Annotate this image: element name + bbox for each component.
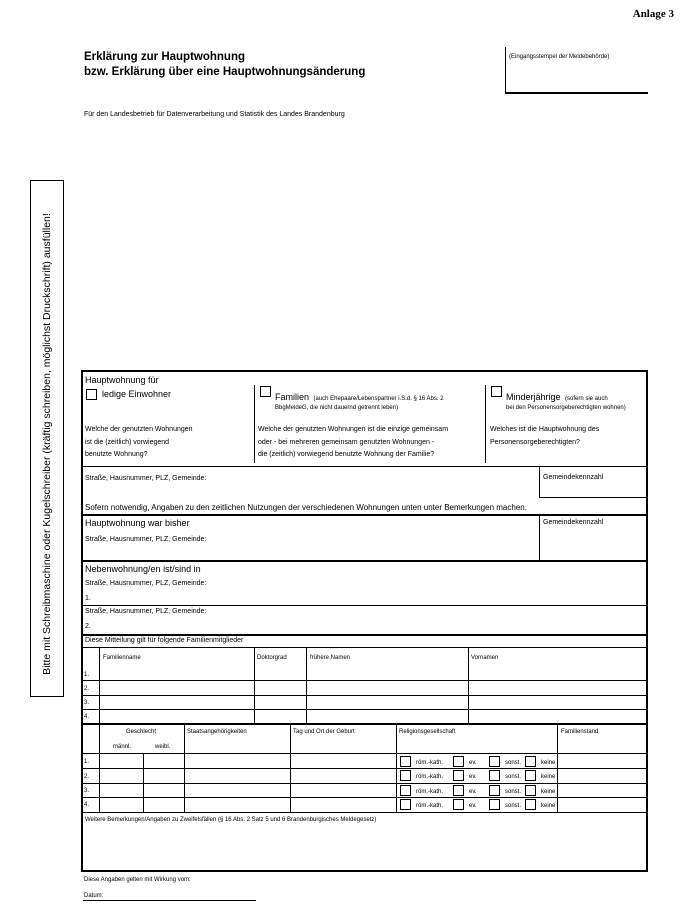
q-divider-1 [254, 385, 255, 463]
stamp-label: (Eingangsstempel der Meldebehörde) [509, 54, 610, 60]
title-line-2: bzw. Erklärung über eine Hauptwohnungsänderung [84, 66, 366, 78]
fam-num-4: 4. [84, 714, 90, 720]
minderjaehrige-label-small2: bei den Personensorgeberechtigten wohnen) [506, 405, 626, 411]
rel-sonst-checkbox-3[interactable] [489, 785, 500, 796]
rel-keine-label-2: keine [541, 774, 556, 780]
note-line: Sofern notwendig, Angaben zu den zeitlichen Nutzungen der verschiedenen Wohnungen unten unter Bemerkungen machen. [85, 503, 527, 512]
rel-rk-checkbox-2[interactable] [400, 770, 411, 781]
fam-row-1 [81, 680, 647, 681]
rel-keine-label-4: keine [541, 803, 556, 809]
q2-line1: Welche der genutzten Wohnungen ist die einzige gemeinsam [258, 426, 449, 433]
rel-rk-checkbox-1[interactable] [400, 756, 411, 767]
col-geburt: Tag und Ort der Geburt [293, 729, 355, 735]
familien-label-small2: BbgMeldeG, die nicht dauernd getrennt leben) [275, 405, 399, 411]
rel-keine-checkbox-4[interactable] [525, 799, 536, 810]
rel-sonst-checkbox-2[interactable] [489, 770, 500, 781]
gkz-divider-2 [539, 515, 540, 560]
bisher-heading: Hauptwohnung war bisher [85, 518, 190, 528]
title-line-1: Erklärung zur Hauptwohnung [84, 51, 245, 63]
q2-line2: oder - bei mehreren gemeinsam genutzten Wohnungen - [258, 438, 435, 446]
rel-ev-label-4: ev. [469, 803, 477, 809]
rel-ev-label-1: ev. [469, 760, 477, 766]
question-familien [258, 424, 448, 462]
wirkung-label: Diese Angaben gelten mit Wirkung vom: [84, 877, 191, 883]
ledige-checkbox[interactable] [86, 389, 97, 400]
rel-rk-label-1: röm.-kath. [416, 760, 444, 766]
rel-keine-label-1: keine [541, 760, 556, 766]
det-num-4: 4. [84, 802, 90, 808]
ledige-label: ledige Einwohner [102, 389, 172, 399]
rule-neben-mid [81, 605, 647, 606]
rel-sonst-checkbox-4[interactable] [489, 799, 500, 810]
hauptwohnung-heading: Hauptwohnung für [85, 375, 159, 385]
q3-line1: Welches ist die Hauptwohnung des [490, 426, 600, 433]
q3-line2: Personensorgeberechtigten? [490, 438, 580, 446]
question-minderjaehrige [490, 424, 599, 449]
det-row-1 [81, 768, 647, 769]
minderjaehrige-label-main: Minderjährige [506, 392, 561, 402]
q1-line2: ist die (zeitlich) vorwiegend [85, 438, 170, 446]
det-head-rule [81, 753, 647, 754]
col-vornamen: Vornamen [471, 655, 499, 661]
rel-keine-checkbox-2[interactable] [525, 770, 536, 781]
haupt-address-label: Straße, Hausnummer, PLZ, Gemeinde: [85, 475, 207, 482]
rule-addr-top [81, 466, 647, 467]
rel-rk-checkbox-3[interactable] [400, 785, 411, 796]
fam-col-2 [254, 648, 255, 724]
remarks-label: Weitere Bemerkungen/Angaben zu Zweifelsfällen (§ 16 Abs. 2 Satz 5 und 6 Brandenburgisches Meldegesetz) [85, 817, 377, 823]
gkz-underline-1 [539, 497, 647, 498]
rule-family-head [81, 647, 647, 648]
det-row-2 [81, 783, 647, 784]
col-doktorgrad: Doktorgrad [257, 655, 287, 661]
rel-ev-checkbox-4[interactable] [453, 799, 464, 810]
col-weibl: weibl. [155, 744, 171, 750]
stamp-box-left [505, 47, 506, 93]
rel-sonst-label-2: sonst. [505, 774, 522, 780]
det-num-1: 1. [84, 759, 90, 765]
bisher-address-label: Straße, Hausnummer, PLZ, Gemeinde: [85, 536, 207, 543]
datum-underline [83, 900, 256, 901]
page-title [84, 50, 365, 80]
col-geschlecht: Geschlecht [126, 729, 157, 735]
haupt-gkz-label: Gemeindekennzahl [543, 474, 604, 481]
q1-line3: benutzte Wohnung? [85, 451, 148, 458]
rel-sonst-label-4: sonst. [505, 803, 522, 809]
familien-label [275, 387, 444, 405]
det-row-4 [81, 812, 647, 813]
fam-row-2 [81, 695, 647, 696]
rel-ev-label-3: ev. [469, 789, 477, 795]
recipient-line: Für den Landesbetrieb für Datenverarbeitung und Statistik des Landes Brandenburg [84, 111, 345, 118]
col-fruehere-namen: frühere Namen [310, 655, 351, 661]
det-num-2: 2. [84, 774, 90, 780]
fam-num-1: 1. [84, 672, 90, 678]
minderjaehrige-label-small: (sofern sie auch [564, 396, 608, 402]
rel-keine-checkbox-1[interactable] [525, 756, 536, 767]
neben-num-1: 1. [85, 595, 91, 602]
neben-address-label-1: Straße, Hausnummer, PLZ, Gemeinde: [85, 580, 207, 587]
rule-bisher-top [81, 514, 647, 516]
rel-rk-label-2: röm.-kath. [416, 774, 444, 780]
rel-ev-label-2: ev. [469, 774, 477, 780]
rel-ev-checkbox-2[interactable] [453, 770, 464, 781]
fam-num-3: 3. [84, 700, 90, 706]
gkz-divider-1 [539, 466, 540, 498]
rule-details-top [81, 723, 647, 725]
familien-label-small: (auch Ehepaare/Lebenspartner i.S.d. § 16 Abs. 2 [313, 396, 444, 402]
fam-col-4 [468, 648, 469, 724]
col-familienstand: Familienstand [561, 729, 599, 735]
col-staatsangehoerigkeit: Staatsangehörigkeiten [187, 729, 247, 735]
fam-col-3 [306, 648, 307, 724]
family-heading: Diese Mitteilung gilt für folgende Familienmitglieder [85, 637, 244, 644]
rel-ev-checkbox-1[interactable] [453, 756, 464, 767]
col-religion: Religionsgesellschaft [399, 729, 456, 735]
rel-rk-label-3: röm.-kath. [416, 789, 444, 795]
rel-keine-checkbox-3[interactable] [525, 785, 536, 796]
neben-heading: Nebenwohnung/en ist/sind in [85, 564, 201, 574]
rel-keine-label-3: keine [541, 789, 556, 795]
datum-label: Datum: [84, 893, 104, 899]
rule-neben-top [81, 560, 647, 562]
anlage-label: Anlage 3 [632, 8, 674, 20]
side-note: Bitte mit Schreibmaschine oder Kugelschreiber (kräftig schreiben, möglichst Druckschrift) ausfüllen! [41, 213, 53, 675]
rel-sonst-label-1: sonst. [505, 760, 522, 766]
rel-sonst-checkbox-1[interactable] [489, 756, 500, 767]
fam-col-1 [99, 648, 100, 724]
rel-rk-checkbox-4[interactable] [400, 799, 411, 810]
minderjaehrige-checkbox[interactable] [491, 386, 502, 397]
rule-family-top [81, 634, 647, 636]
familien-label-main: Familien [275, 392, 310, 402]
q1-line1: Welche der genutzten Wohnungen [85, 426, 193, 433]
rel-rk-label-4: röm.-kath. [416, 803, 444, 809]
fam-num-2: 2. [84, 686, 90, 692]
q2-line3: die (zeitlich) vorwiegend benutzte Wohnung der Familie? [258, 451, 435, 458]
familien-checkbox[interactable] [260, 386, 271, 397]
det-row-3 [81, 797, 647, 798]
rel-sonst-label-3: sonst. [505, 789, 522, 795]
question-ledige [85, 424, 193, 462]
neben-address-label-2: Straße, Hausnummer, PLZ, Gemeinde: [85, 608, 207, 615]
bisher-gkz-label: Gemeindekennzahl [543, 519, 604, 526]
stamp-box-bottom [505, 92, 648, 94]
col-maennl: männl. [113, 744, 132, 750]
minderjaehrige-label [506, 387, 608, 405]
fam-row-3 [81, 709, 647, 710]
rel-ev-checkbox-3[interactable] [453, 785, 464, 796]
det-num-3: 3. [84, 788, 90, 794]
col-familienname: Familienname [103, 655, 141, 661]
neben-num-2: 2. [85, 623, 91, 630]
q-divider-2 [485, 385, 486, 463]
